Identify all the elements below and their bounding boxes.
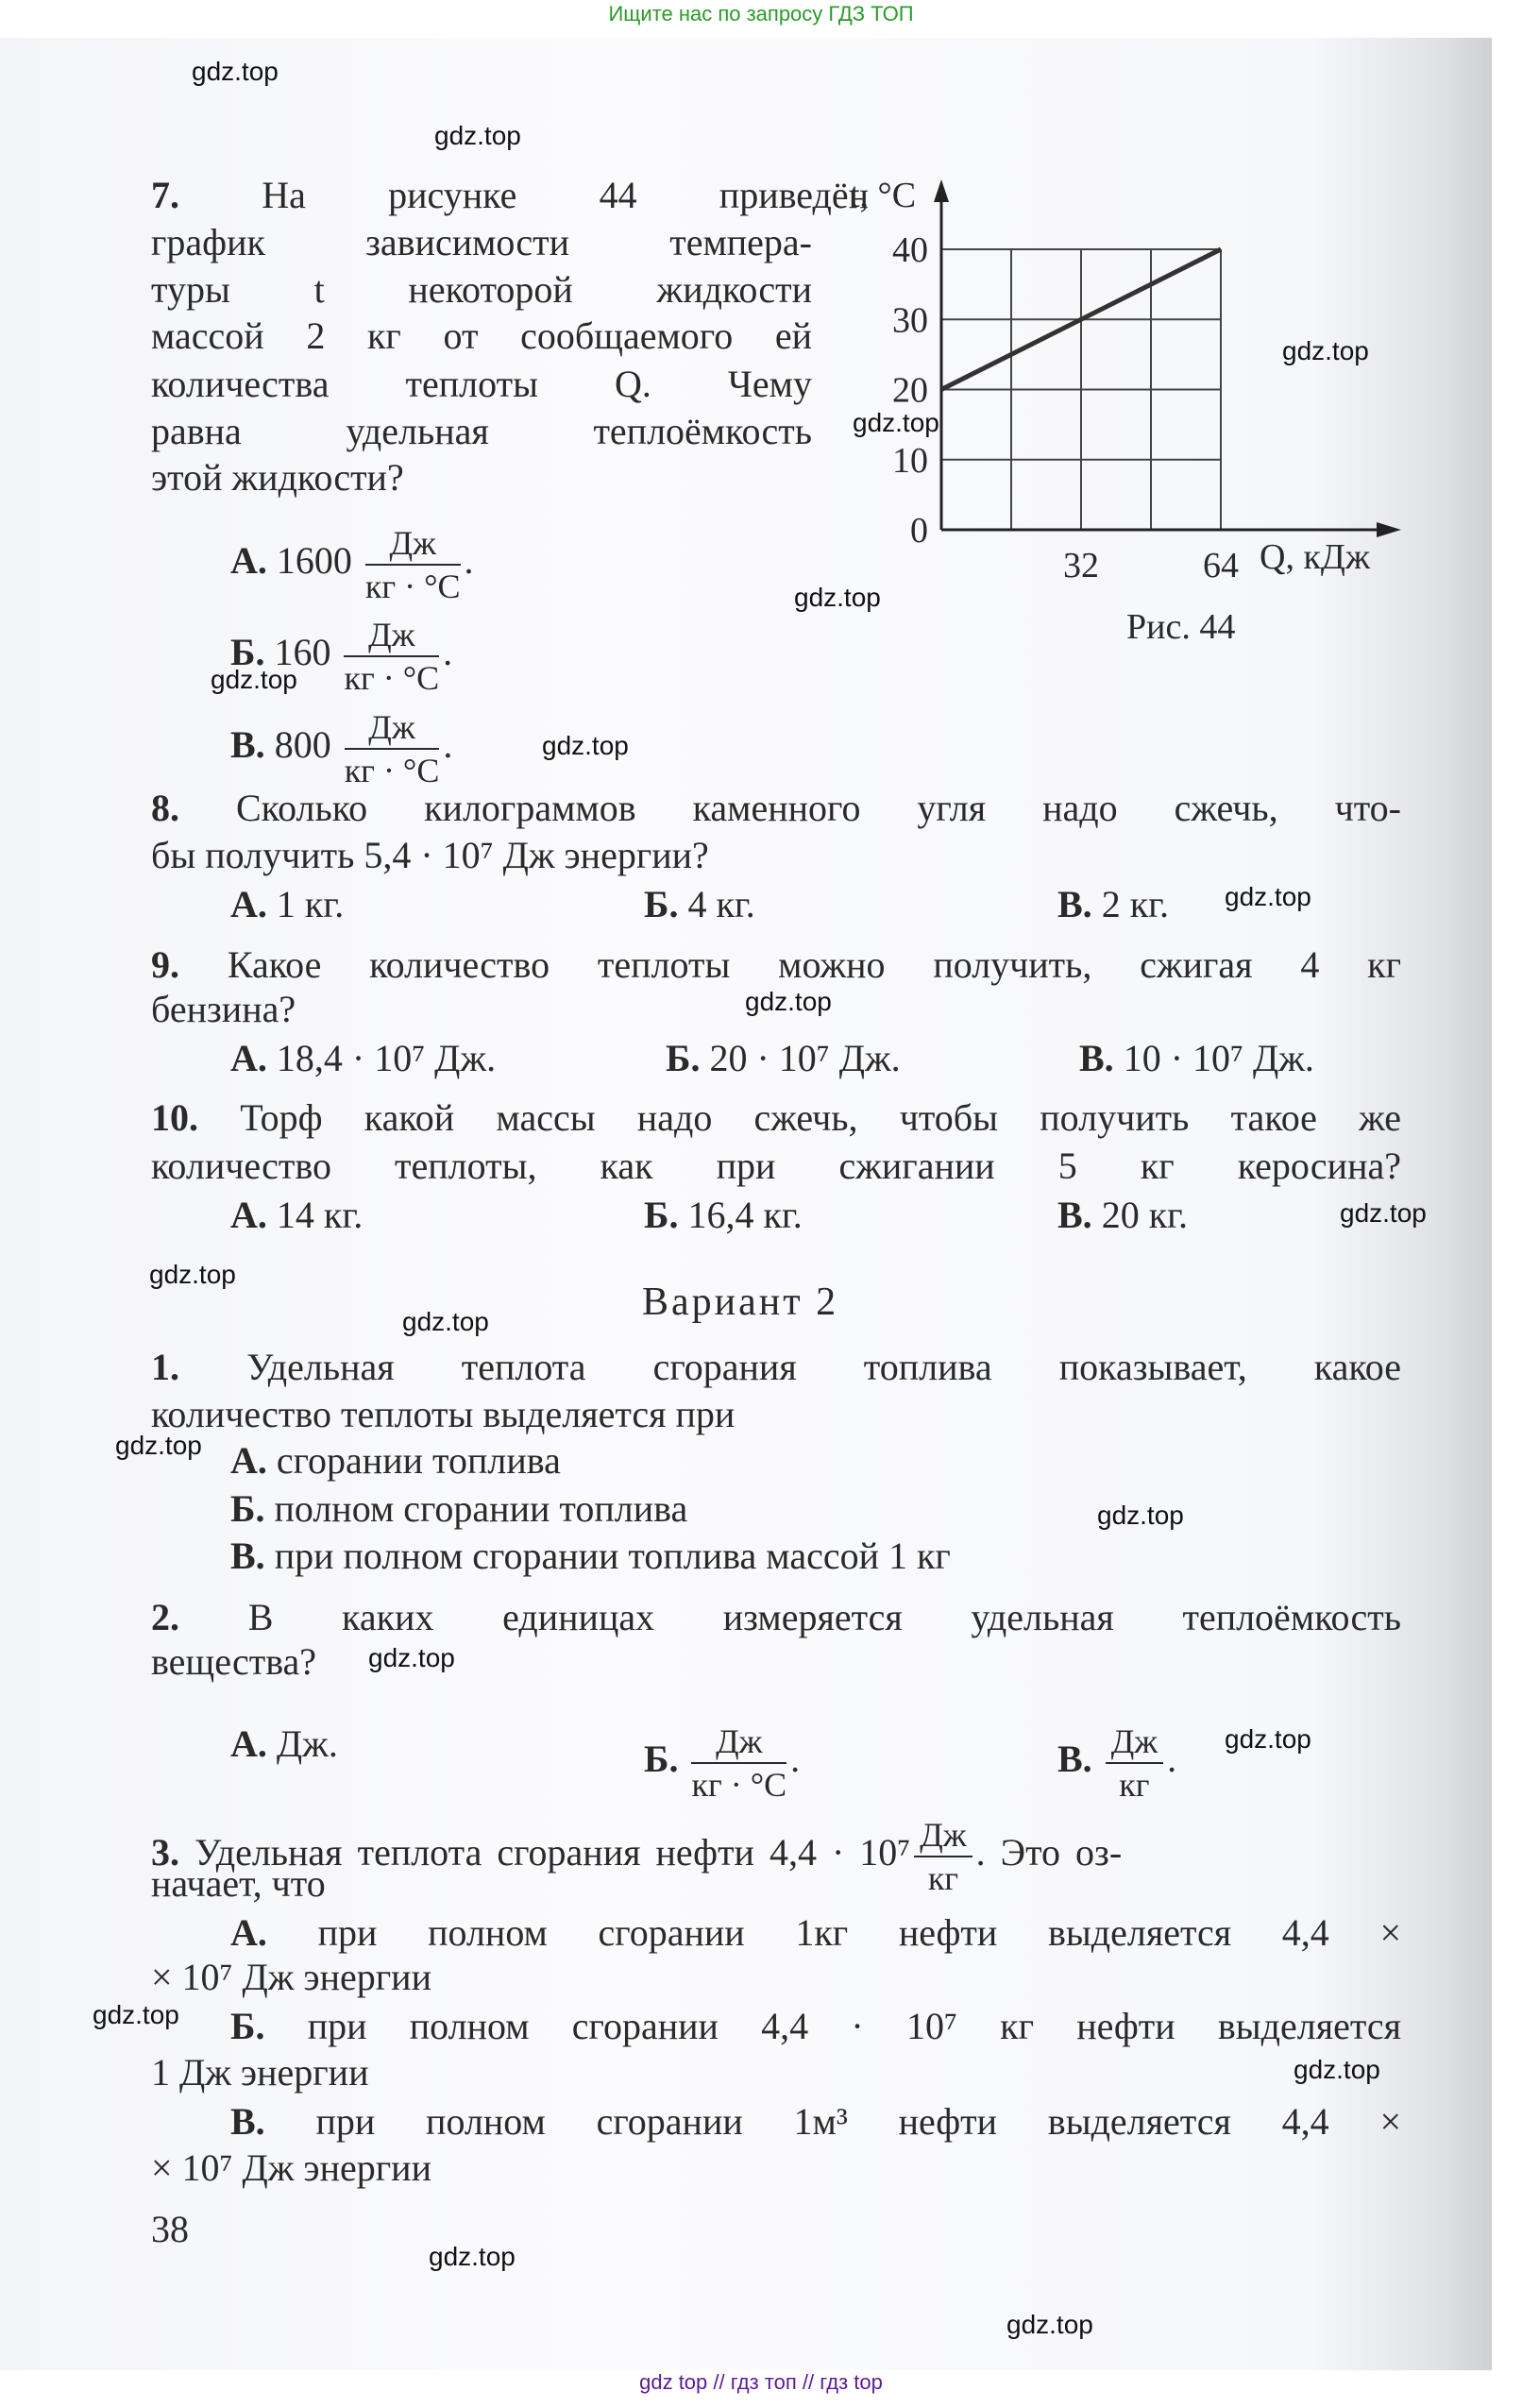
v1-text: Удельная теплота сгорания топлива показывает, какое [246, 1346, 1402, 1388]
answer-label: В. [230, 1535, 265, 1577]
figure-caption: Рис. 44 [1126, 607, 1236, 647]
watermark: gdz.top [794, 583, 881, 612]
denominator: кг [1119, 1766, 1150, 1804]
v1-line-1 [151, 1344, 1401, 1391]
q8-number: 8. [151, 787, 179, 829]
numerator: Дж [1106, 1721, 1163, 1764]
answer-label: А. [230, 1037, 267, 1079]
denominator: кг · °С [344, 659, 440, 697]
v1-answer-b [230, 1485, 1480, 1533]
numerator: Дж [344, 614, 439, 657]
q9-number: 9. [151, 943, 179, 986]
y-tick-label: 0 [910, 511, 928, 551]
answer-label: А. [230, 1911, 267, 1954]
v3-answer-c [230, 2098, 1401, 2145]
v3-answer-a-cont: × 10⁷ Дж энергии [151, 1956, 431, 1998]
answer-label: В. [230, 723, 265, 767]
v3-answer-c-cont: × 10⁷ Дж энергии [151, 2146, 431, 2189]
answer-value: 160 [274, 631, 331, 674]
answer-label: А. [230, 883, 267, 925]
answer-text: при полном сгорании 1кг нефти выделяется 4,4 × [317, 1911, 1402, 1954]
answer-text: 20 кг. [1101, 1194, 1189, 1236]
watermark: gdz.top [149, 1260, 236, 1289]
q10-line-2: количество теплоты, как при сжигании 5 кг керосина? [151, 1145, 1401, 1187]
denominator: кг · °С [364, 568, 461, 605]
answer-text: 4 кг. [687, 883, 755, 925]
answer-text: полном сгорании топлива [274, 1487, 688, 1530]
watermark: gdz.top [542, 731, 629, 760]
q7-line-7: этой жидкости? [151, 456, 404, 499]
watermark: gdz.top [745, 987, 832, 1016]
watermark: gdz.top [192, 57, 279, 86]
variant-heading: Вариант 2 [642, 1280, 839, 1324]
denominator: кг · °С [344, 752, 440, 789]
numerator: Дж [365, 522, 461, 566]
v3-text: Удельная теплота сгорания нефти 4,4 · 10⁷ [194, 1831, 911, 1874]
q7-line-6: равна удельная теплоёмкость [151, 410, 812, 452]
y-axis-label: t, °С [850, 176, 917, 215]
answer-label: Б. [230, 2005, 265, 2047]
q7-line-4: массой 2 кг от сообщаемого ей [151, 314, 812, 357]
x-axis-label: Q, кДж [1260, 537, 1371, 577]
answer-text: при полном сгорании 1м³ нефти выделяется 4,4 × [315, 2100, 1402, 2143]
q7-line-2: график зависимости темпера- [151, 221, 812, 263]
q10-answer-c [1057, 1192, 1522, 1239]
watermark: gdz.top [1225, 1724, 1311, 1754]
watermark: gdz.top [429, 2242, 516, 2271]
answer-text: 2 кг. [1101, 883, 1170, 925]
watermark: gdz.top [1097, 1501, 1184, 1530]
watermark: gdz.top [853, 408, 939, 437]
y-tick-label: 30 [892, 300, 928, 341]
figure-44-chart [0, 0, 1522, 850]
answer-label: В. [1057, 1194, 1092, 1236]
v2-number: 2. [151, 1596, 179, 1638]
q9-line-1 [151, 941, 1401, 989]
answer-label: Б. [666, 1037, 701, 1079]
watermark: gdz.top [402, 1307, 489, 1336]
answer-label: А. [230, 1439, 267, 1482]
x-tick-label: 32 [1063, 546, 1099, 585]
y-tick-label: 20 [892, 370, 928, 411]
q8-text: Сколько килограммов каменного угля надо сжечь, что- [235, 787, 1401, 829]
watermark: gdz.top [434, 121, 521, 150]
watermark: gdz.top [1006, 2310, 1093, 2339]
q7-number: 7. [151, 174, 179, 216]
v3-line-2: начает, что [151, 1862, 326, 1905]
period: . [1167, 1738, 1177, 1781]
answer-label: Б. [644, 1738, 679, 1781]
period: . [443, 631, 453, 674]
q9-text: Какое количество теплоты можно получить, сжигая 4 кг [227, 943, 1402, 986]
search-banner[interactable]: Ищите нас по запросу ГДЗ ТОП [608, 2, 914, 25]
watermark: gdz.top [93, 2000, 179, 2029]
watermark: gdz.top [368, 1643, 455, 1672]
numerator: Дж [691, 1721, 786, 1764]
answer-text: 14 кг. [276, 1194, 364, 1236]
answer-text: 20 · 10⁷ Дж. [709, 1037, 901, 1079]
v3-answer-b-cont: 1 Дж энергии [151, 2051, 369, 2094]
watermark: gdz.top [1282, 336, 1369, 365]
v3-number: 3. [151, 1831, 179, 1874]
period: . [464, 539, 474, 583]
q10-number: 10. [151, 1096, 198, 1139]
watermark: gdz.top [115, 1431, 202, 1460]
v3-text-end: . Это оз- [975, 1831, 1123, 1874]
unit-fraction [691, 1721, 786, 1806]
answer-text: при полном сгорании 4,4 · 10⁷ кг нефти выделяется [307, 2005, 1402, 2047]
answer-text: сгорании топлива [276, 1439, 561, 1482]
y-axis-arrow-icon [934, 179, 949, 202]
v1-answer-c [230, 1533, 1480, 1580]
unit-fraction [1106, 1721, 1163, 1806]
answer-label: В. [230, 2100, 265, 2143]
period: . [790, 1738, 801, 1781]
q7-line-3: туры t некоторой жидкости [151, 268, 812, 311]
watermark: gdz.top [1225, 882, 1311, 911]
q9-line-2: бензина? [151, 988, 296, 1030]
answer-label: В. [1079, 1037, 1114, 1079]
v3-answer-a [230, 1909, 1401, 1957]
y-tick-label: 40 [892, 230, 928, 270]
answer-label: Б. [230, 631, 265, 674]
denominator: кг · °С [691, 1766, 787, 1804]
answer-label: В. [1057, 883, 1092, 925]
v3-answer-b [230, 2003, 1401, 2050]
v1-line-2: количество теплоты выделяется при [151, 1393, 736, 1435]
answer-text: 1 кг. [276, 883, 345, 925]
answer-label: Б. [644, 1194, 679, 1236]
q8-line-1 [151, 785, 1401, 832]
answer-text: 10 · 10⁷ Дж. [1123, 1037, 1314, 1079]
y-tick-label: 10 [892, 440, 928, 481]
answer-text: 18,4 · 10⁷ Дж. [276, 1037, 497, 1079]
q8-line-2: бы получить 5,4 · 10⁷ Дж энергии? [151, 834, 709, 876]
answer-text: 16,4 кг. [687, 1194, 803, 1236]
q9-answer-c [1079, 1035, 1522, 1082]
v2-line-1 [151, 1594, 1401, 1641]
numerator: Дж [345, 706, 440, 750]
answer-label: Б. [230, 1487, 265, 1530]
watermark: gdz.top [1294, 2055, 1380, 2084]
answer-text: Дж. [276, 1722, 338, 1765]
v2-text: В каких единицах измеряется удельная теплоёмкость [247, 1596, 1402, 1638]
answer-label: Б. [644, 883, 679, 925]
x-tick-label: 64 [1203, 546, 1239, 585]
period: . [443, 723, 453, 767]
answer-label: А. [230, 539, 267, 583]
v1-answer-a [230, 1437, 1480, 1484]
page-number: 38 [151, 2208, 189, 2250]
watermark: gdz.top [1340, 1198, 1427, 1228]
x-axis-arrow-icon [1377, 522, 1401, 537]
q7-line-5: количества теплоты Q. Чему [151, 363, 812, 405]
v2-line-2: вещества? [151, 1640, 317, 1683]
denominator: кг [927, 1859, 959, 1897]
answer-value: 1600 [276, 539, 352, 583]
q10-line-1 [151, 1094, 1401, 1142]
q7-text: На рисунке 44 приведён [262, 174, 869, 216]
answer-label: А. [230, 1722, 267, 1765]
numerator: Дж [914, 1814, 972, 1857]
footer-links[interactable]: gdz top // гдз топ // гдз top [639, 2370, 883, 2394]
answer-value: 800 [274, 723, 331, 767]
answer-text: при полном сгорании топлива массой 1 кг [274, 1535, 951, 1577]
answer-label: А. [230, 1194, 267, 1236]
v1-number: 1. [151, 1346, 179, 1388]
watermark: gdz.top [211, 665, 297, 694]
answer-label: В. [1057, 1738, 1092, 1781]
q10-text: Торф какой массы надо сжечь, чтобы получить такое же [240, 1096, 1402, 1139]
